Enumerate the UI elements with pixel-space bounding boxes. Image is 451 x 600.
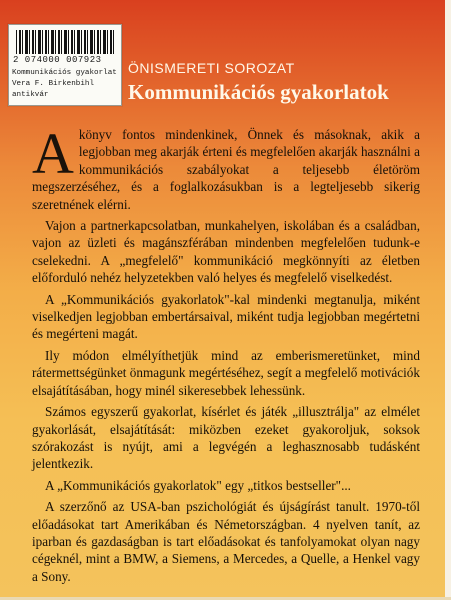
paragraph-intro-text: könyv fontos mindenkinek, Önnek és másoknak, akik a legjobban meg akarják érteni és megfelelően akarják használni a kommunikációs szabályokat a teljesebb életöröm megszerzéséhez, és a foglalkozásukban is a legteljesebb sikerig szeretnének elérni. [32,127,420,212]
paragraph: A „Kommunikációs gyakorlatok" egy „titkos bestseller"... [45,477,351,493]
series-name: ÖNISMERETI SOROZAT [128,60,295,76]
barcode [16,30,114,54]
paragraph-author-bio: A szerzőnő az USA-ban pszichológiát és újságírást tanult. 1970-től előadásokat tart Amerikában és Németországban. 4 nyelven tanít, az iparban és gazdaságban is tart előadásokat és tanfolyamokat olyan nagy cégeknél, mint a BMW, a Siemens, a Mercedes, a Quelle, a Henkel vagy a Sony. [32,499,420,584]
scan-edge-right [445,0,451,600]
paragraph: Számos egyszerű gyakorlat, kísérlet és játék „illusztrálja" az elmélet gyakorlását, elsajátítását: miközben ezeket gyakoroljuk, soksok szórakozást is nyújt, ami a legvégén a leghasznosabb tudásként jelentkezik. [32,404,420,472]
book-title: Kommunikációs gyakorlatok [128,80,389,104]
sticker-author: Vera F. Birkenbihl [12,80,95,88]
sticker-shop: antikvár [12,91,49,99]
paragraph: Vajon a partnerkapcsolatban, munkahelyen, iskolában és a családban, vajon az üzleti és magánszférában mindenben megfelelően tudunk-e cselekedni. A „megfelelő" kommunikáció megkönnyíti az életben előforduló nehéz helyzetekben való helyes és megfelelő viselkedést. [32,218,420,286]
sticker-book-title: Kommunikációs gyakorlat [12,69,117,77]
price-sticker [8,24,122,106]
paragraph-intro [32,121,420,213]
back-cover-text [32,121,420,589]
paragraph: A „Kommunikációs gyakorlatok"-kal mindenki megtanulja, miként viselkedjen legjobban embertársaival, miként tudja legjobban megértetni és megérteni magát. [32,291,420,342]
barcode-number: 2 074000 007923 [13,55,102,65]
drop-cap: A [32,121,74,186]
paragraph: Ily módon elmélyíthetjük mind az emberismeretünket, mind rátermettségünket önmagunk megértéséhez, segít a megfelelő motivációk elsajátításában, hogy minél sikeresebbek lehessünk. [32,347,420,398]
